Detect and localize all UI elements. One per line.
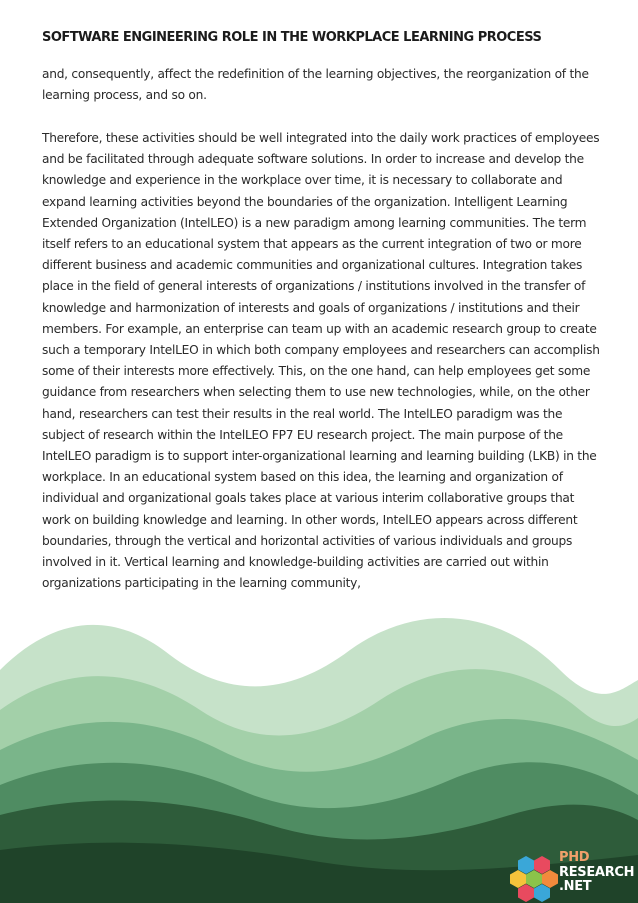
logo-line-3: .NET <box>559 879 592 894</box>
paragraph-2: Therefore, these activities should be well integrated into the daily work practices of employees and be facilitated through adequate software solutions. In order to increase and develop the knowledge and experience in the workplace over time, it is necessary to collaborate and expand learning activities beyond the boundaries of the organization. Intelligent Learning Extended Organization (IntelLEO) is a new paradigm among learning communities. The term itself refers to an educational system that appears as the current integration of two or more different business and academic communities and organizational cultures. Integration takes place in the field of general interests of organizations / institutions involved in the transfer of knowledge and harmonization of interests and goals of organizations / institutions and their members. For example, an enterprise can team up with an academic research group to create such a temporary IntelLEO in which both company employees and researchers can accomplish some of their interests more effectively. This, on the one hand, can help employees get some guidance from researchers when selecting them to use new technologies, while, on the other hand, researchers can test their results in the real world. The IntelLEO paradigm was the subject of research within the IntelLEO FP7 EU research project. The main purpose of the IntelLEO paradigm is to support inter-organizational learning and learning building (LKB) in the workplace. In an educational system based on this idea, the learning and organization of individual and organizational goals takes place at various interim collaborative groups that work on building knowledge and learning. In other words, IntelLEO appears across different boundaries, through the vertical and horizontal activities of various individuals and groups involved in it. Vertical learning and knowledge-building activities are carried out within organizations participating in the learning community, <box>42 131 600 591</box>
logo-line-1: PHD <box>559 850 590 865</box>
section-title: SOFTWARE ENGINEERING ROLE IN THE WORKPLACE LEARNING PROCESS <box>42 30 542 45</box>
logo-line-2: RESEARCH <box>559 864 635 880</box>
paragraph-1: and, consequently, affect the redefinition of the learning objectives, the reorganization of the learning process, and so on. <box>42 67 589 103</box>
logo-wordmark <box>559 851 634 895</box>
